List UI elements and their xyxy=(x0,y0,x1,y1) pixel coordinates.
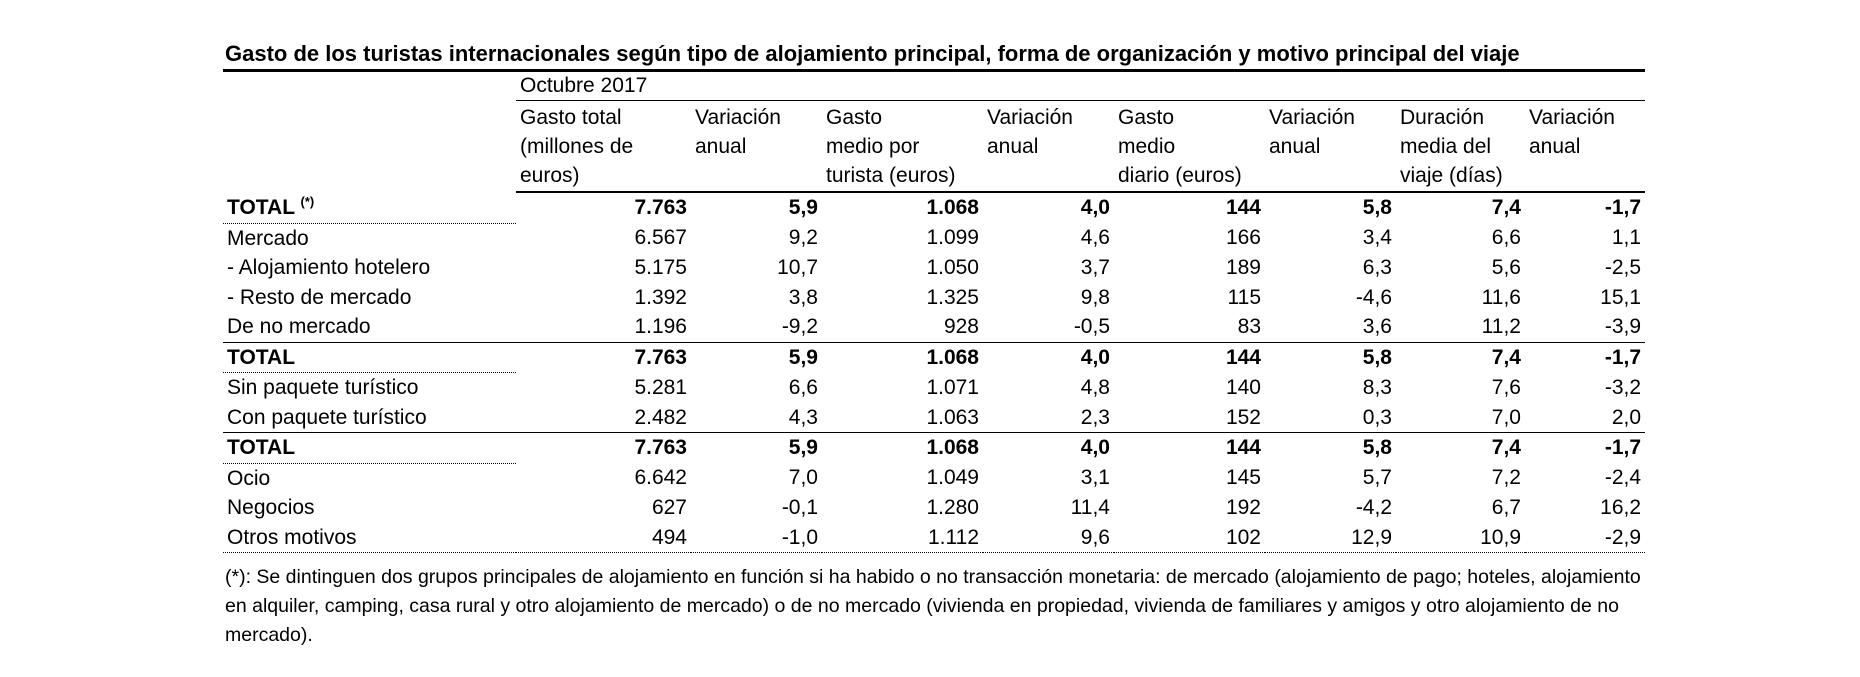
cell-value: 1.068 xyxy=(926,196,979,219)
cell-value: -4,6 xyxy=(1355,285,1392,309)
column-header-line: anual xyxy=(1529,135,1581,158)
row-label xyxy=(223,403,516,433)
row-label-text: Otros motivos xyxy=(227,525,357,549)
row-label xyxy=(223,433,516,464)
cell-value: 10,7 xyxy=(777,256,818,279)
cell-value: -3,2 xyxy=(1604,375,1642,399)
row-label xyxy=(223,253,516,283)
table-body xyxy=(223,192,1645,553)
column-header-3 xyxy=(822,101,983,193)
row-label xyxy=(223,312,516,342)
cell-value: 6,6 xyxy=(788,375,818,399)
table-row xyxy=(223,253,1645,283)
cell-value: 140 xyxy=(1225,375,1261,399)
cell-value: 1.071 xyxy=(926,375,979,399)
cell-value: 7.763 xyxy=(516,342,691,373)
row-label xyxy=(223,342,516,373)
cell-value: 4,0 xyxy=(1080,196,1110,219)
cell-value: 7,2 xyxy=(1491,466,1521,489)
table-row xyxy=(223,523,1645,553)
table-row-total xyxy=(223,342,1645,373)
cell-value: 7,4 xyxy=(1491,196,1521,219)
cell-value: 102 xyxy=(1114,523,1265,553)
cell-value: 5,9 xyxy=(691,433,822,464)
column-header-line: Variación xyxy=(1269,106,1355,129)
footnote-marker: (*) xyxy=(300,194,315,209)
cell-value: 7,0 xyxy=(1491,405,1521,429)
row-label-text: De no mercado xyxy=(227,315,371,338)
column-header-line: anual xyxy=(987,135,1039,158)
period-label: Octubre 2017 xyxy=(516,72,1645,101)
cell-value: 16,2 xyxy=(1600,496,1642,519)
cell-value: 494 xyxy=(516,523,691,553)
cell-value: 9,6 xyxy=(983,523,1114,553)
cell-value: 1.050 xyxy=(926,256,979,279)
cell-value: 6,6 xyxy=(1491,226,1521,249)
column-header-line: anual xyxy=(1269,135,1321,158)
cell-value: 115 xyxy=(1227,285,1261,309)
cell-value: 4,0 xyxy=(983,433,1114,464)
column-header-8 xyxy=(1525,101,1645,193)
cell-value: 7,4 xyxy=(1396,433,1525,464)
table-row xyxy=(223,373,1645,403)
cell-value: 189 xyxy=(1225,256,1261,279)
cell-value: 166 xyxy=(1225,226,1261,249)
row-label-text: - Alojamiento hotelero xyxy=(227,256,431,279)
cell-value: -1,7 xyxy=(1525,433,1645,464)
cell-value: -1,7 xyxy=(1525,342,1645,373)
column-header-line: turista (euros) xyxy=(826,164,956,187)
cell-value: 10,9 xyxy=(1396,523,1525,553)
table-row-total xyxy=(223,192,1645,223)
cell-value: 2,3 xyxy=(1080,405,1110,429)
column-header-line: Duración xyxy=(1400,106,1485,129)
row-label-text: Sin paquete turístico xyxy=(227,376,419,399)
cell-value: 5,8 xyxy=(1265,433,1396,464)
header-spacer xyxy=(223,101,516,193)
cell-value: -2,5 xyxy=(1604,256,1642,279)
row-label xyxy=(223,192,516,223)
cell-value: 3,8 xyxy=(788,285,818,309)
header-blank xyxy=(223,72,516,101)
column-header-line: Variación xyxy=(987,106,1073,129)
column-header-line: Gasto total xyxy=(520,106,622,129)
cell-value: -1,7 xyxy=(1604,196,1642,219)
cell-value: 11,2 xyxy=(1481,315,1521,338)
cell-value: 11,4 xyxy=(1070,496,1110,519)
table-title: Gasto de los turistas internacionales según tipo de alojamiento principal, forma de organización y motivo principal del viaje xyxy=(225,41,1520,66)
table-row xyxy=(223,493,1645,523)
cell-value: 6.642 xyxy=(634,466,687,489)
cell-value: -3,9 xyxy=(1604,315,1642,338)
cell-value: 1.280 xyxy=(926,496,979,519)
column-header-4 xyxy=(983,101,1114,193)
cell-value: 1.068 xyxy=(822,342,983,373)
column-header-line: medio por xyxy=(826,135,920,158)
column-header-2 xyxy=(691,101,822,193)
table-row xyxy=(223,283,1645,313)
table-row xyxy=(223,463,1645,493)
cell-value: 7.763 xyxy=(516,433,691,464)
table-row xyxy=(223,312,1645,342)
cell-value: 5,8 xyxy=(1265,342,1396,373)
cell-value: 7,6 xyxy=(1491,375,1521,399)
row-label-text: Negocios xyxy=(227,496,315,519)
column-header-line: (millones de xyxy=(520,135,634,158)
cell-value: 4,8 xyxy=(1080,375,1110,399)
cell-value: 1.099 xyxy=(926,226,979,249)
cell-value: -2,4 xyxy=(1604,466,1642,489)
cell-value: 5,9 xyxy=(788,196,818,219)
column-header-line: Gasto xyxy=(1118,106,1175,129)
cell-value: 9,2 xyxy=(788,226,818,249)
row-label-text: Ocio xyxy=(227,466,271,490)
column-header-7 xyxy=(1396,101,1525,193)
cell-value: 6,3 xyxy=(1362,256,1392,279)
row-label-text: TOTAL xyxy=(227,436,296,459)
row-label xyxy=(223,373,516,403)
cell-value: 6,7 xyxy=(1491,496,1521,519)
cell-value: 152 xyxy=(1225,405,1261,429)
row-label xyxy=(223,463,516,493)
cell-value: 1.392 xyxy=(634,285,687,309)
cell-value: 9,8 xyxy=(1080,285,1110,309)
column-header-line: Variación xyxy=(695,106,781,129)
row-label xyxy=(223,523,516,553)
column-header-line: anual xyxy=(695,135,747,158)
footnote: (*): Se dintinguen dos grupos principales de alojamiento en función si ha habido o no transacción monetaria: de mercado (alojamiento de pago; hoteles, alojamiento en alquiler, camping, casa rural y otro alojamiento de mercado) o de no mercado (vivienda en propiedad, vivienda de familiares y amigos y otro alojamiento de no mercado). xyxy=(225,566,1641,646)
cell-value: 4,6 xyxy=(1080,226,1110,249)
row-label-text: TOTAL xyxy=(227,345,296,369)
cell-value: -9,2 xyxy=(781,315,818,338)
cell-value: 192 xyxy=(1225,496,1261,519)
column-header-5 xyxy=(1114,101,1265,193)
row-label-text: Con paquete turístico xyxy=(227,405,427,429)
cell-value: 144 xyxy=(1114,342,1265,373)
cell-value: 0,3 xyxy=(1362,405,1392,429)
cell-value: -0,5 xyxy=(1073,315,1110,338)
cell-value: 5.175 xyxy=(634,256,687,279)
cell-value: 3,1 xyxy=(1080,466,1110,489)
cell-value: -2,9 xyxy=(1525,523,1645,553)
cell-value: 3,7 xyxy=(1080,256,1110,279)
cell-value: 8,3 xyxy=(1362,375,1392,399)
row-label xyxy=(223,223,516,253)
cell-value: 1.325 xyxy=(926,285,979,309)
cell-value: 144 xyxy=(1114,433,1265,464)
cell-value: 7,4 xyxy=(1396,342,1525,373)
cell-value: 5,8 xyxy=(1362,196,1392,219)
column-header-line: Variación xyxy=(1529,106,1615,129)
cell-value: 1.063 xyxy=(926,405,979,429)
table-row xyxy=(223,403,1645,433)
cell-value: 11,6 xyxy=(1481,285,1521,309)
cell-value: 928 xyxy=(943,315,979,338)
cell-value: 5,9 xyxy=(691,342,822,373)
column-header-line: diario (euros) xyxy=(1118,164,1242,187)
cell-value: 2,0 xyxy=(1611,405,1642,429)
cell-value: 5,7 xyxy=(1362,466,1392,489)
cell-value: -1,0 xyxy=(691,523,822,553)
cell-value: 144 xyxy=(1225,196,1261,219)
cell-value: -4,2 xyxy=(1355,496,1392,519)
cell-value: 7,0 xyxy=(788,466,818,489)
row-label xyxy=(223,493,516,523)
cell-value: -0,1 xyxy=(781,496,818,519)
cell-value: 83 xyxy=(1237,315,1261,338)
row-label xyxy=(223,283,516,313)
column-header-line: medio xyxy=(1118,135,1176,158)
cell-value: 1.049 xyxy=(926,466,979,489)
cell-value: 1.068 xyxy=(822,433,983,464)
cell-value: 1,1 xyxy=(1611,226,1642,249)
table-row xyxy=(223,223,1645,253)
document xyxy=(223,38,1645,650)
table-row-total xyxy=(223,433,1645,464)
cell-value: 1.112 xyxy=(822,523,983,553)
cell-value: 12,9 xyxy=(1265,523,1396,553)
cell-value: 7.763 xyxy=(634,196,687,219)
data-table xyxy=(223,72,1645,553)
row-label-text: - Resto de mercado xyxy=(227,285,412,309)
cell-value: 4,0 xyxy=(983,342,1114,373)
cell-value: 5,6 xyxy=(1491,256,1521,279)
row-label-text: TOTAL xyxy=(227,196,295,219)
column-header-line: Gasto xyxy=(826,106,883,129)
cell-value: 4,3 xyxy=(788,405,818,429)
cell-value: 5.281 xyxy=(634,375,687,399)
cell-value: 1.196 xyxy=(634,315,687,338)
cell-value: 627 xyxy=(651,496,687,519)
column-header-6 xyxy=(1265,101,1396,193)
cell-value: 3,6 xyxy=(1362,315,1392,338)
column-header-line: viaje (días) xyxy=(1400,164,1503,187)
cell-value: 15,1 xyxy=(1600,285,1642,309)
cell-value: 6.567 xyxy=(634,226,687,249)
column-header-line: media del xyxy=(1400,135,1492,158)
row-label-text: Mercado xyxy=(227,226,309,250)
cell-value: 145 xyxy=(1225,466,1261,489)
column-header-1 xyxy=(516,101,691,193)
column-header-line: euros) xyxy=(520,164,580,187)
cell-value: 3,4 xyxy=(1362,226,1392,249)
cell-value: 2.482 xyxy=(634,405,687,429)
